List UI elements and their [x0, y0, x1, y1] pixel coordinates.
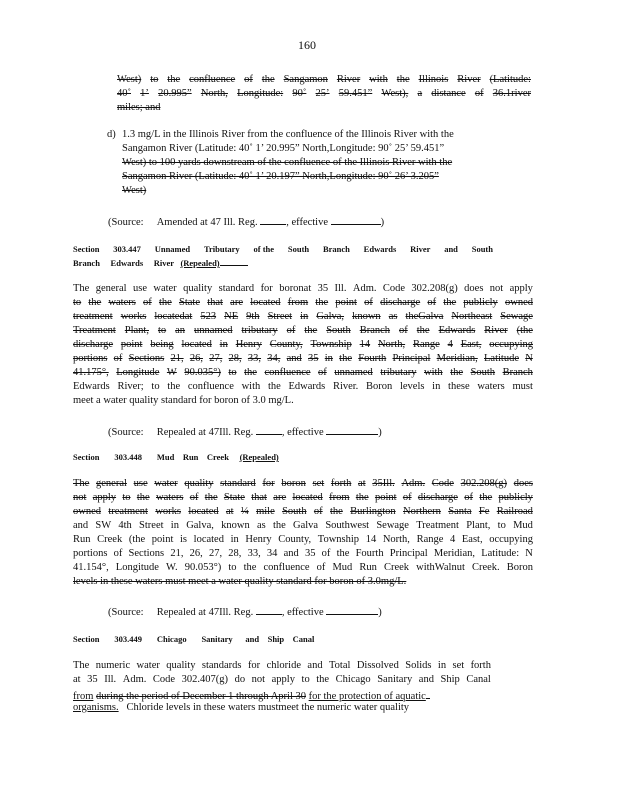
paragraph-line: owned treatment works located at ¼ mile South of the Burlington Northern Santa Fe Railroad	[73, 506, 533, 517]
paragraph-line: organisms. Chloride levels in these waters mustmeet the numeric water quality	[73, 702, 410, 713]
paragraph-line: meet a water quality standard for boron of 3.0 mg/L.	[73, 395, 294, 406]
paragraph-line: The numeric water quality standards for chloride and Total Dissolved Solids in set forth	[73, 660, 491, 671]
section-heading-303-448: Section 303.448 Mud Run Creek (Repealed)	[73, 452, 279, 462]
item-d-line: 1.3 mg/L in the Illinois River from the confluence of the Illinois River with the	[122, 129, 454, 140]
source-note: (Source: Repealed at 47Ill. Reg. , effective )	[108, 424, 382, 439]
page-number: 160	[298, 38, 316, 52]
paragraph-line: levels in these waters must meet a water quality standard for boron of 3.0mg/L.	[73, 576, 407, 587]
item-d-line: West)	[122, 185, 147, 196]
section-heading-303-449: Section 303.449 Chicago Sanitary and Ship Canal	[73, 634, 315, 644]
paragraph-line: not apply to the waters of the State that are located from the point of discharge of the publicly	[73, 492, 533, 503]
paragraph-line: Edwards River; to the confluence with the Edwards River. Boron levels in these waters must	[73, 381, 533, 392]
paragraph-line: discharge point being located in Henry County, Township 14 North, Range 4 East, occupying	[73, 339, 533, 350]
paragraph-line: to the waters of the State that are located from the point of discharge of the publicly owned	[73, 297, 533, 308]
item-d-marker: d)	[107, 129, 116, 140]
paragraph-line: from during the period of December 1 through April 30 for the protection of aquatic	[73, 688, 430, 703]
source-note: (Source: Amended at 47 Ill. Reg. , effective )	[108, 214, 384, 229]
paragraph-line: treatment works locatedat 523 NE 9th Street in Galva, known as theGalva Northeast Sewage	[73, 311, 533, 322]
paragraph-line: portions of Sections 21, 26, 27, 28, 33, 34 and 35 of the Fourth Principal Meridian, Latitude: N	[73, 548, 533, 559]
item-d-line: Sangamon River (Latitude: 40˚ 1’ 20.995” North,Longitude: 90˚ 25’ 59.451”	[122, 143, 445, 154]
strike-line: miles; and	[117, 102, 161, 113]
paragraph-line: The general use water quality standard for boronat 35 Ill. Adm. Code 302.208(g) does not apply	[73, 283, 533, 294]
paragraph-line: and SW 4th Street in Galva, known as the Galva Southwest Sewage Treatment Plant, to Mud	[73, 520, 533, 531]
paragraph-line: The general use water quality standard for boron set forth at 35Ill. Adm. Code 302.208(g) does	[73, 478, 533, 489]
strike-line: West) to the confluence of the Sangamon River with the Illinois River (Latitude:	[117, 74, 531, 85]
paragraph-line: Treatment Plant, to an unnamed tributary of the South Branch of the Edwards River (the	[73, 325, 533, 336]
item-d-line: Sangamon River (Latitude: 40˚ 1’ 20.197” North,Longitude: 90˚ 26’ 3.205”	[122, 171, 439, 182]
strike-line: 40˚ 1’ 20.995” North, Longitude: 90˚ 25’ 59.451” West), a distance of 36.1river	[117, 88, 531, 99]
paragraph-line: at 35 Ill. Adm. Code 302.407(g) do not apply to the Chicago Sanitary and Ship Canal	[73, 674, 491, 685]
paragraph-line: 41.154°, Longitude W. 90.053°) to the confluence of Mud Run Creek withWalnut Creek. Boron	[73, 562, 533, 573]
section-heading-303-447: Section 303.447 Unnamed Tributary of the South Branch Edwards River and South	[73, 244, 493, 254]
paragraph-line: 41.175°, Longitude W 90.035°) to the confluence of unnamed tributary with the South Branch	[73, 367, 533, 378]
section-heading-303-447-cont: Branch Edwards River (Repealed)	[73, 257, 248, 269]
source-note: (Source: Repealed at 47Ill. Reg. , effective )	[108, 604, 382, 619]
paragraph-line: portions of Sections 21, 26, 27, 28, 33, 34, and 35 in the Fourth Principal Meridian, Latitude N	[73, 353, 533, 364]
item-d-line: West) to 100 yards downstream of the confluence of the Illinois River with the	[122, 157, 453, 168]
paragraph-line: Run Creek (the point is located in Henry County, Township 14 North, Range 4 East, occupying	[73, 534, 533, 545]
